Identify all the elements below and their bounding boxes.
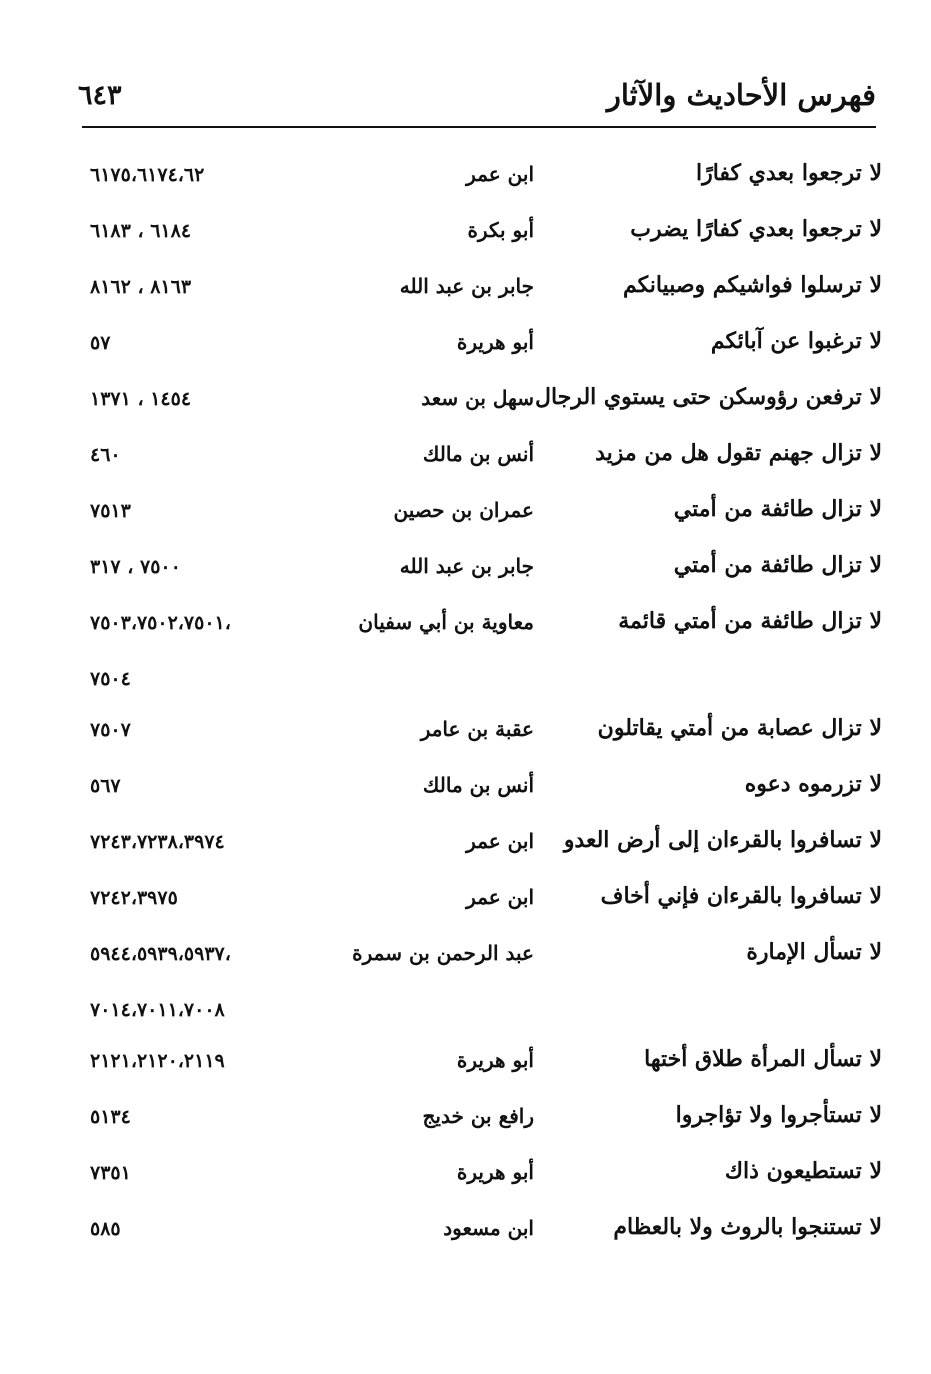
reference-numbers: ٧٥٠٤ [90, 668, 131, 690]
hadith-text: لا ترغبوا عن آبائكم [710, 328, 882, 354]
index-entry-continuation [60, 656, 890, 707]
hadith-text: لا تستطيعون ذاك [724, 1158, 882, 1184]
narrator-name: جابر بن عبد الله [399, 554, 534, 578]
hadith-text: لا تزال طائفة من أمتي قائمة [618, 608, 882, 634]
index-entry [60, 432, 890, 488]
index-entry [60, 264, 890, 320]
narrator-name: عمران بن حصين [393, 498, 534, 522]
index-entry [60, 1206, 890, 1262]
reference-numbers: ٧٠١٤،٧٠١١،٧٠٠٨ [90, 999, 225, 1021]
index-entry [60, 1038, 890, 1094]
index-entry [60, 875, 890, 931]
hadith-text: لا ترفعن رؤوسكن حتى يستوي الرجال [535, 384, 882, 410]
reference-numbers: ٦١٧٥،٦١٧٤،٦٢ [90, 164, 205, 186]
hadith-text: لا تزال طائفة من أمتي [673, 496, 882, 522]
narrator-name: ابن عمر [466, 885, 534, 909]
narrator-name: أنس بن مالك [422, 442, 534, 466]
index-entry [60, 1150, 890, 1206]
hadith-text: لا تزال عصابة من أمتي يقاتلون [597, 715, 882, 741]
hadith-text: لا تسافروا بالقرءان فإني أخاف [600, 883, 882, 909]
hadith-text: لا تسأل المرأة طلاق أختها [644, 1046, 882, 1072]
reference-numbers: ١٤٥٤ ، ١٣٧١ [90, 388, 192, 410]
hadith-text: لا تزال طائفة من أمتي [673, 552, 882, 578]
hadith-text: لا تزال جهنم تقول هل من مزيد [595, 440, 882, 466]
hadith-text: لا ترجعوا بعدي كفارًا يضرب [630, 216, 882, 242]
reference-numbers: ٧٢٤٢،٣٩٧٥ [90, 887, 178, 909]
index-entry [60, 376, 890, 432]
narrator-name: معاوية بن أبي سفيان [358, 610, 534, 634]
reference-numbers: ٥٦٧ [90, 775, 121, 797]
narrator-name: سهل بن سعد [421, 386, 534, 410]
reference-numbers: ٦١٨٤ ، ٦١٨٣ [90, 220, 192, 242]
narrator-name: عقبة بن عامر [420, 717, 534, 741]
page-number: ٦٤٣ [78, 80, 122, 111]
hadith-text: لا تسأل الإمارة [746, 939, 882, 965]
index-entry [60, 152, 890, 208]
page-header [78, 78, 876, 122]
reference-numbers: ٨١٦٣ ، ٨١٦٢ [90, 276, 192, 298]
reference-numbers: ٧٥٠٣،٧٥٠٢،٧٥٠١، [90, 612, 231, 634]
reference-numbers: ٥١٣٤ [90, 1106, 131, 1128]
narrator-name: أنس بن مالك [422, 773, 534, 797]
reference-numbers: ٧٣٥١ [90, 1162, 131, 1184]
narrator-name: أبو هريرة [456, 1160, 534, 1184]
narrator-name: جابر بن عبد الله [399, 274, 534, 298]
index-entry [60, 707, 890, 763]
reference-numbers: ٧٥١٣ [90, 500, 131, 522]
hadith-text: لا تزرموه دعوه [744, 771, 882, 797]
reference-numbers: ٢١٢١،٢١٢٠،٢١١٩ [90, 1050, 225, 1072]
narrator-name: رافع بن خديج [422, 1104, 534, 1128]
index-entry [60, 819, 890, 875]
narrator-name: أبو هريرة [456, 1048, 534, 1072]
index-entry [60, 544, 890, 600]
page-title: فهرس الأحاديث والآثار [606, 78, 876, 112]
narrator-name: ابن عمر [466, 829, 534, 853]
narrator-name: أبو هريرة [456, 330, 534, 354]
hadith-text: لا تستنجوا بالروث ولا بالعظام [613, 1214, 882, 1240]
hadith-text: لا ترسلوا فواشيكم وصبيانكم [622, 272, 882, 298]
narrator-name: أبو بكرة [467, 218, 534, 242]
index-entry-continuation [60, 987, 890, 1038]
reference-numbers: ٥٧ [90, 332, 111, 354]
hadith-text: لا تستأجروا ولا تؤاجروا [675, 1102, 882, 1128]
index-entry [60, 1094, 890, 1150]
reference-numbers: ٥٩٤٤،٥٩٣٩،٥٩٣٧، [90, 943, 231, 965]
narrator-name: عبد الرحمن بن سمرة [352, 941, 534, 965]
narrator-name: ابن مسعود [443, 1216, 534, 1240]
index-entries [60, 152, 890, 1262]
index-entry [60, 320, 890, 376]
hadith-text: لا تسافروا بالقرءان إلى أرض العدو [563, 827, 882, 853]
narrator-name: ابن عمر [466, 162, 534, 186]
reference-numbers: ٥٨٥ [90, 1218, 121, 1240]
reference-numbers: ٧٥٠٧ [90, 719, 131, 741]
index-entry [60, 208, 890, 264]
reference-numbers: ٧٢٤٣،٧٢٣٨،٣٩٧٤ [90, 831, 225, 853]
index-entry [60, 763, 890, 819]
index-entry [60, 931, 890, 987]
header-divider [82, 126, 876, 128]
reference-numbers: ٧٥٠٠ ، ٣١٧ [90, 556, 181, 578]
index-entry [60, 600, 890, 656]
reference-numbers: ٤٦٠ [90, 444, 121, 466]
hadith-text: لا ترجعوا بعدي كفارًا [695, 160, 882, 186]
index-entry [60, 488, 890, 544]
